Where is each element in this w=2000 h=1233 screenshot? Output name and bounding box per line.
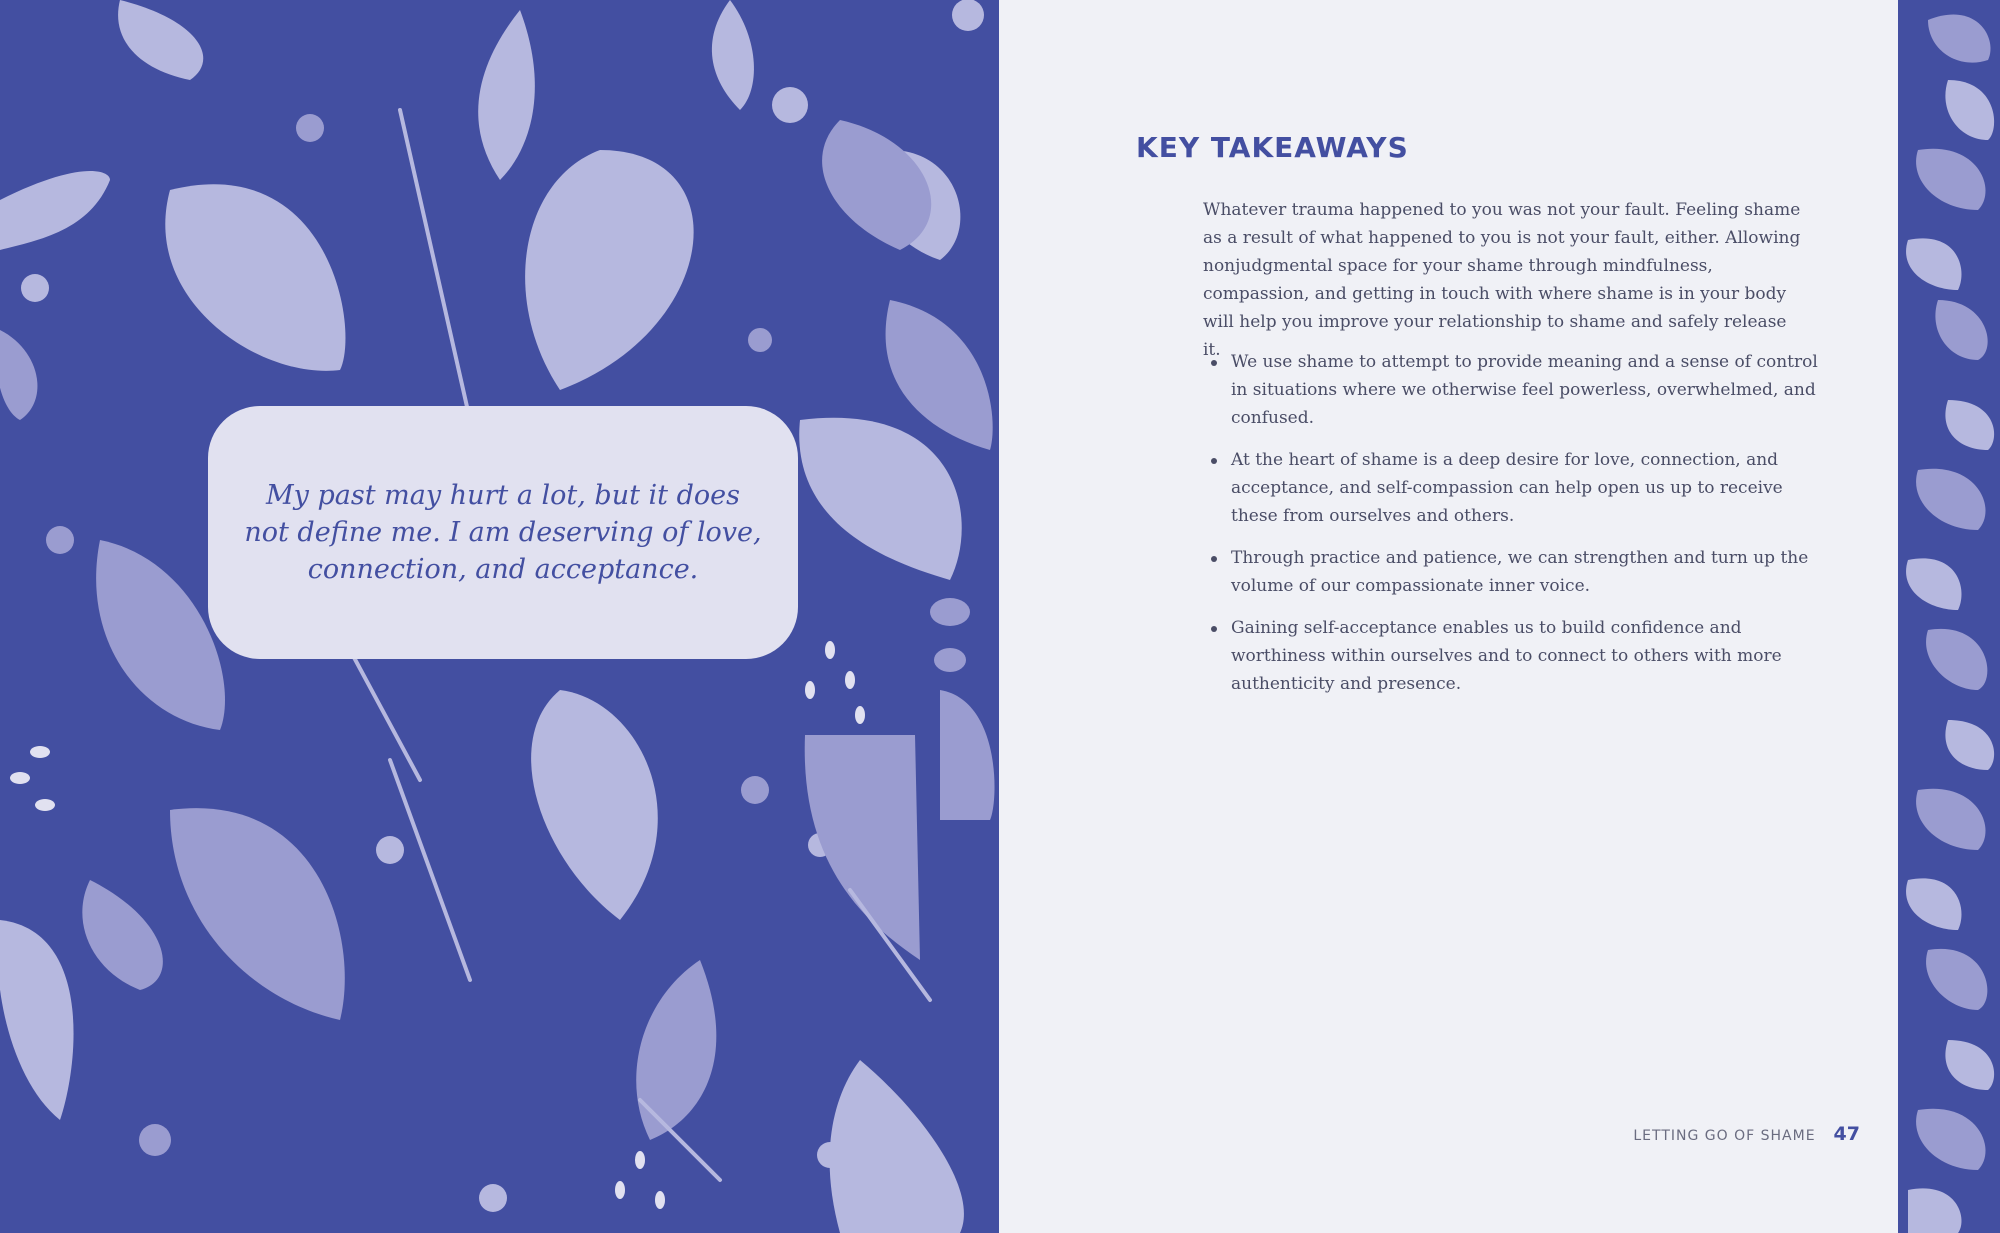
list-item (1203, 348, 1823, 432)
section-heading: KEY TAKEAWAYS (1136, 131, 1409, 164)
list-item-text: We use shame to attempt to provide meaning and a sense of control in situations where we otherwise feel powerless, overwhelmed, and confused. (1231, 352, 1818, 428)
list-item-text: Gaining self-acceptance enables us to build confidence and worthiness within ourselves and to connect to others with more authenticity and presence. (1231, 618, 1782, 694)
list-item (1203, 614, 1823, 698)
affirmation-quote-text: My past may hurt a lot, but it does not define me. I am deserving of love, connection, and acceptance. (244, 480, 762, 585)
bullet-icon (1211, 360, 1217, 366)
key-takeaways-page (999, 0, 1898, 1233)
takeaways-list (1203, 348, 1823, 712)
intro-paragraph: Whatever trauma happened to you was not your fault. Feeling shame as a result of what happened to you is not your fault, either. Allowing nonjudgmental space for your shame through mindfulness, compassion, and getting in touch with where shame is in your body will help you improve your relationship to shame and safely release it. (1203, 200, 1801, 360)
affirmation-quote-box (208, 406, 798, 659)
next-page-edge-pattern (1898, 0, 2000, 1233)
page-footer (1633, 1123, 1860, 1145)
bullet-icon (1211, 458, 1217, 464)
running-head: LETTING GO OF SHAME (1633, 1128, 1816, 1144)
list-item (1203, 544, 1823, 600)
list-item (1203, 446, 1823, 530)
page-number: 47 (1833, 1123, 1860, 1145)
leaf-strip-illustration (1898, 0, 2000, 1233)
bullet-icon (1211, 626, 1217, 632)
bullet-icon (1211, 556, 1217, 562)
list-item-text: Through practice and patience, we can strengthen and turn up the volume of our compassionate inner voice. (1231, 548, 1809, 596)
illustrated-left-page (0, 0, 999, 1233)
list-item-text: At the heart of shame is a deep desire for love, connection, and acceptance, and self-compassion can help open us up to receive these from ourselves and others. (1231, 450, 1783, 526)
